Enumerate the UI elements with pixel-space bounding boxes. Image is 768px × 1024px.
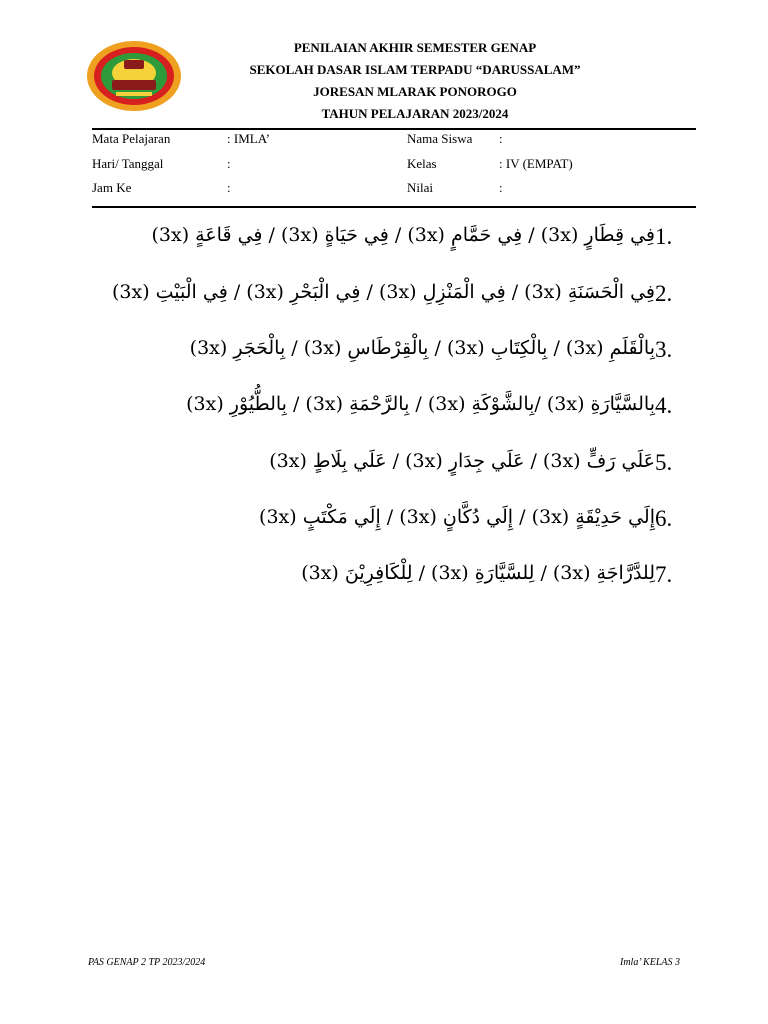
question-number: 5. [655, 450, 673, 475]
question-text: لِلدَّرَّاجَةِ (3x) / لِلسَّيَّارَةِ (3x) / لِلْكَافِرِيْنَ (3x) [301, 562, 655, 584]
value-nama-siswa: : [499, 131, 503, 146]
label-nama-siswa: Nama Siswa [407, 131, 473, 146]
label-kelas: Kelas [407, 156, 437, 171]
school-logo [86, 40, 182, 112]
question-text: عَلَي رَفٍّ (3x) / عَلَي جِدَارٍ (3x) / عَلَي بِلَاطٍ (3x) [269, 450, 655, 472]
label-mata-pelajaran: Mata Pelajaran [92, 131, 171, 146]
value-kelas: : IV (EMPAT) [499, 156, 573, 171]
question-text: إِلَي حَدِيْقَةٍ (3x) / إِلَي دُكَّانٍ (3x) / إِلَي مَكْتَبٍ (3x) [259, 506, 655, 528]
question-text: بِالسَّيَّارَةِ (3x) /بِالشَّوْكَةِ (3x) / بِالرَّحْمَةِ (3x) / بِالطُّيُوْرِ (3x) [186, 393, 655, 415]
header-line-1: PENILAIAN AKHIR SEMESTER GENAP [293, 40, 537, 55]
value-jam-ke: : [227, 180, 231, 195]
value-nilai: : [499, 180, 503, 195]
question-number: 4. [655, 393, 673, 418]
question-number: 1. [655, 224, 673, 249]
question-number: 7. [655, 562, 673, 587]
label-jam-ke: Jam Ke [92, 180, 132, 195]
question-number: 2. [655, 281, 673, 306]
label-nilai: Nilai [407, 180, 433, 195]
value-mata-pelajaran: : IMLA’ [227, 131, 270, 146]
value-hari-tanggal: : [227, 156, 231, 171]
info-divider [92, 206, 696, 208]
label-hari-tanggal: Hari/ Tanggal [92, 156, 164, 171]
footer-left: PAS GENAP 2 TP 2023/2024 [88, 957, 206, 968]
question-text: بِالْقَلَمِ (3x) / بِالْكِتَابِ (3x) / بِالْقِرْطَاسِ (3x) / بِالْحَجَرِ (3x) [189, 337, 655, 359]
question-text: فِي قِطَارٍ (3x) / فِي حَمَّامٍ (3x) / فِي حَيَاةٍ (3x) / فِي قَاعَةٍ (3x) [151, 224, 655, 246]
footer-right: Imla’ KELAS 3 [620, 957, 680, 968]
header-line-3: JORESAN MLARAK PONOROGO [313, 84, 517, 99]
question-number: 3. [655, 337, 673, 362]
question-number: 6. [655, 506, 673, 531]
question-text: فِي الْحَسَنَةِ (3x) / فِي الْمَنْزِلِ (3x) / فِي الْبَحْرِ (3x) / فِي الْبَيْتِ (3x) [111, 281, 655, 303]
header-divider [92, 128, 696, 130]
header-line-4: TAHUN PELAJARAN 2023/2024 [321, 106, 509, 121]
header-line-2: SEKOLAH DASAR ISLAM TERPADU “DARUSSALAM” [249, 62, 581, 77]
